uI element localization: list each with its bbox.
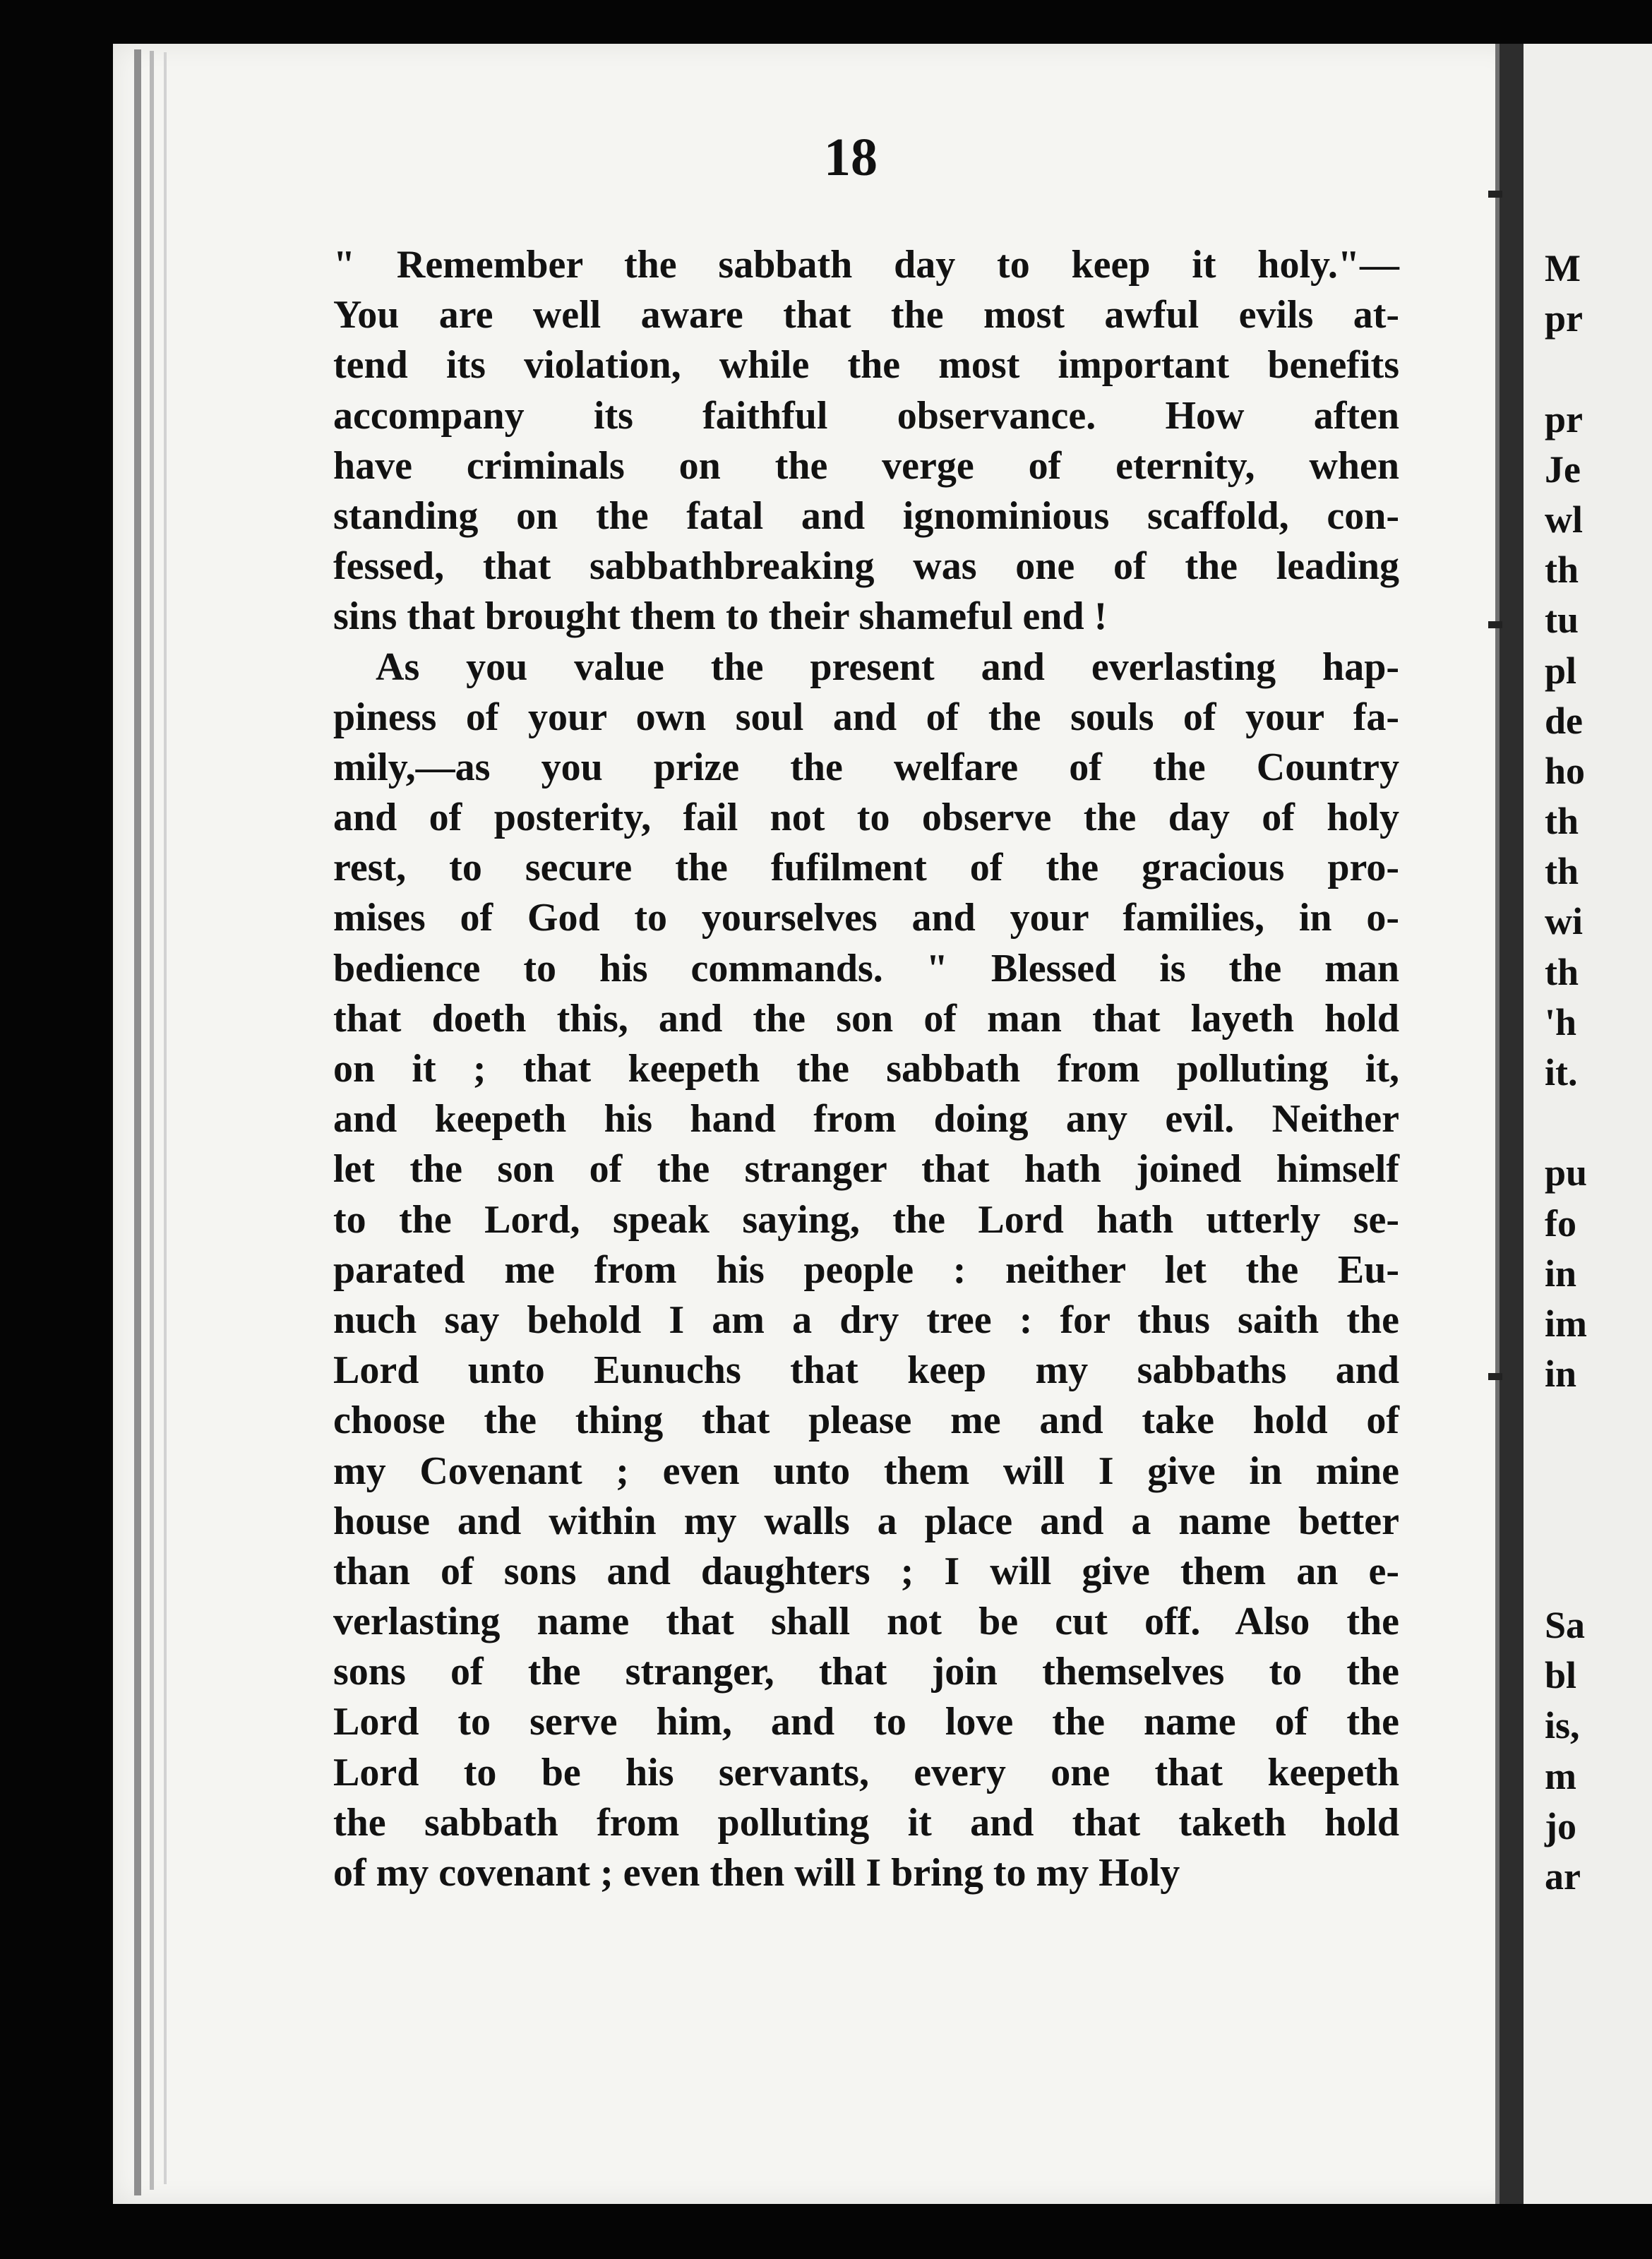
page-edge — [134, 49, 141, 2195]
text-line: sons of the stranger, that join themselves to the — [333, 1650, 1399, 1694]
text-line: to the Lord, speak saying, the Lord hath utterly se- — [333, 1197, 1399, 1242]
text-line: bedience to his commands. " Blessed is the man — [333, 946, 1399, 990]
text-line: and keepeth his hand from doing any evil. Neither — [333, 1097, 1399, 1142]
facing-text-line: bl — [1545, 1654, 1577, 1697]
binding-gutter — [1500, 44, 1524, 2204]
facing-text-line — [1545, 1550, 1644, 1600]
text-line: As you value the present and everlasting hap- — [376, 645, 1399, 689]
text-line: parated me from his people : neither let the Eu- — [333, 1247, 1399, 1292]
text-line: mises of God to yourselves and your families, in o- — [333, 896, 1399, 940]
text-line: tend its violation, while the most important benefits — [333, 343, 1399, 388]
facing-text-line: ho — [1545, 749, 1586, 792]
facing-text-line — [1545, 1500, 1644, 1550]
page-edge — [150, 51, 154, 2190]
facing-text-line: jo — [1545, 1804, 1576, 1847]
facing-text-line: th — [1545, 950, 1579, 993]
facing-text-line: ar — [1545, 1855, 1581, 1898]
facing-text-line: de — [1545, 699, 1583, 742]
facing-text-line: pl — [1545, 649, 1577, 692]
facing-text-line: im — [1545, 1302, 1587, 1345]
facing-text-line — [1545, 344, 1644, 394]
facing-text-line: m — [1545, 1754, 1576, 1797]
text-line: nuch say behold I am a dry tree : for thus saith the — [333, 1298, 1399, 1342]
text-line: " Remember the sabbath day to keep it holy."— — [333, 243, 1399, 287]
text-line: verlasting name that shall not be cut off. Also the — [333, 1600, 1399, 1644]
facing-text-line: pr — [1545, 397, 1583, 441]
binding-stitch — [1488, 191, 1502, 198]
facing-text-line — [1545, 1450, 1644, 1500]
show-through-text — [333, 1495, 1392, 1531]
facing-text-line: in — [1545, 1353, 1577, 1396]
text-line: rest, to secure the fufilment of the gracious pro- — [333, 846, 1399, 890]
facing-text-line: th — [1545, 850, 1579, 893]
facing-text-line: Je — [1545, 448, 1581, 491]
page-edge — [164, 52, 167, 2184]
facing-text-line: fo — [1545, 1202, 1576, 1245]
text-line: house and within my walls a place and a name better — [333, 1499, 1399, 1543]
text-line: piness of your own soul and of the souls of your fa- — [333, 695, 1399, 739]
text-line: mily,—as you prize the welfare of the Country — [333, 745, 1399, 789]
facing-text-line: it. — [1545, 1051, 1578, 1093]
text-line: accompany its faithful observance. How aften — [333, 393, 1399, 438]
facing-page-text — [1545, 244, 1644, 1902]
text-line: of my covenant ; even then will I bring to my Holy — [333, 1851, 1180, 1895]
facing-text-line: th — [1545, 800, 1579, 843]
text-line: than of sons and daughters ; I will give them an e- — [333, 1549, 1399, 1593]
text-line: have criminals on the verge of eternity, when — [333, 443, 1399, 488]
facing-text-line: in — [1545, 1252, 1577, 1295]
text-line: You are well aware that the most awful evils at- — [333, 293, 1399, 337]
text-line: fessed, that sabbathbreaking was one of the leading — [333, 544, 1399, 589]
text-line: the sabbath from polluting it and that taketh hold — [333, 1800, 1399, 1845]
facing-text-line: 'h — [1545, 1000, 1577, 1043]
text-line: Lord to serve him, and to love the name of the — [333, 1700, 1399, 1744]
page-number — [0, 127, 1652, 188]
text-line: choose the thing that please me and take hold of — [333, 1398, 1399, 1443]
facing-text-line: Sa — [1545, 1604, 1586, 1647]
text-line: on it ; that keepeth the sabbath from polluting it, — [333, 1047, 1399, 1091]
page-body-text — [333, 240, 1399, 1898]
text-line: that doeth this, and the son of man that layeth hold — [333, 996, 1399, 1041]
facing-text-line: is, — [1545, 1704, 1580, 1747]
text-line: and of posterity, fail not to observe the day of holy — [333, 796, 1399, 840]
facing-text-line: wi — [1545, 900, 1583, 943]
binding-stitch — [1488, 621, 1502, 628]
facing-text-line — [1545, 1098, 1644, 1148]
facing-text-line: pu — [1545, 1151, 1588, 1194]
text-line: my Covenant ; even unto them will I give in mine — [333, 1449, 1399, 1493]
facing-text-line: th — [1545, 549, 1579, 592]
text-line: standing on the fatal and ignominious scaffold, con- — [333, 493, 1399, 538]
text-line: Lord unto Eunuchs that keep my sabbaths and — [333, 1348, 1399, 1393]
facing-text-line: M — [1545, 247, 1581, 289]
facing-text-line: pr — [1545, 297, 1583, 340]
facing-text-line: wl — [1545, 498, 1583, 541]
facing-text-line: tu — [1545, 599, 1579, 642]
text-line: sins that brought them to their shameful end ! — [333, 594, 1108, 639]
page-number-text: 18 — [824, 128, 878, 187]
text-line: let the son of the stranger that hath joined himself — [333, 1147, 1399, 1192]
facing-text-line — [1545, 1399, 1644, 1449]
text-line: Lord to be his servants, every one that keepeth — [333, 1750, 1399, 1794]
binding-stitch — [1488, 1373, 1502, 1380]
